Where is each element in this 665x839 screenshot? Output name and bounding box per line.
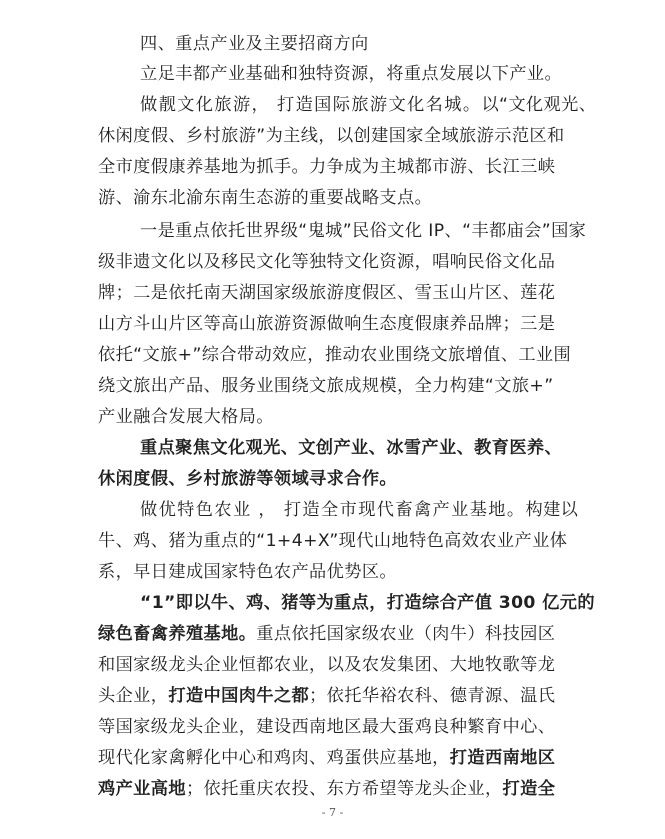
bold-run: 鸡产业高地 <box>98 779 186 799</box>
culture-paragraph-line: 一是重点依托世界级“鬼城”民俗文化 IP、“丰都庙会”国家 <box>140 221 587 241</box>
agriculture-paragraph-line: 系，早日建成国家特色农产品优势区。 <box>98 562 397 582</box>
livestock-paragraph-line <box>98 622 578 646</box>
culture-paragraph-line: 山方斗山片区等高山旅游资源做响生态度假康养品牌；三是 <box>98 314 556 334</box>
culture-paragraph-line: 级非遗文化以及移民文化等独特文化资源，唱响民俗文化品 <box>98 252 556 272</box>
bold-run: 绿色畜禽养殖基地。 <box>98 624 257 644</box>
culture-paragraph-line: 产业融合发展大格局。 <box>98 407 274 427</box>
section-heading: 四、重点产业及主要招商方向 <box>140 34 369 54</box>
text-run: 以“文化观光、 <box>481 95 597 115</box>
agriculture-paragraph-line <box>140 498 578 522</box>
text-run: 重点依托国家级农业（肉牛）科技园区 <box>256 624 556 644</box>
tourism-paragraph-line <box>140 93 597 117</box>
text-run: 构建以 <box>525 500 579 520</box>
text-run: 头企业， <box>98 686 169 706</box>
tourism-lead: 做靓文化旅游， 打造国际旅游文化名城。 <box>140 95 482 115</box>
bold-run: 打造全 <box>502 779 556 799</box>
text-run: ；依托重庆农投、东方希望等龙头企业， <box>185 779 503 799</box>
focus-areas-line: 重点聚焦文化观光、文创产业、冰雪产业、教育医养、 <box>140 438 563 458</box>
intro-paragraph: 立足丰都产业基础和独特资源，将重点发展以下产业。 <box>140 64 563 84</box>
livestock-paragraph-line <box>98 777 578 801</box>
culture-paragraph-line: 牌；二是依托南天湖国家级旅游度假区、雪玉山片区、莲花 <box>98 283 556 303</box>
agriculture-lead: 做优特色农业 ， 打造全市现代畜禽产业基地。 <box>140 500 526 520</box>
livestock-paragraph-line <box>98 746 578 770</box>
bold-run: 打造中国肉牛之都 <box>168 686 310 706</box>
focus-areas-line: 休闲度假、乡村旅游等领域寻求合作。 <box>98 469 397 489</box>
text-run: 现代化家禽孵化中心和鸡肉、鸡蛋供应基地， <box>98 748 450 768</box>
livestock-paragraph-line <box>98 684 578 708</box>
culture-paragraph-line: 依托“文旅+”综合带动效应，推动农业围绕文旅增值、工业围 <box>98 345 572 365</box>
tourism-paragraph-line: 休闲度假、乡村旅游”为主线，以创建国家全域旅游示范区和 <box>98 126 565 146</box>
livestock-paragraph-line: 等国家级龙头企业，建设西南地区最大蛋鸡良种繁育中心、 <box>98 717 556 737</box>
tourism-paragraph-line: 全市度假康养基地为抓手。力争成为主城都市游、长江三峡 <box>98 157 556 177</box>
culture-paragraph-line: 绕文旅出产品、服务业围绕文旅成规模，全力构建“文旅+” <box>98 376 554 396</box>
text-run: ；依托华裕农科、德青源、温氏 <box>309 686 556 706</box>
bold-run: 打造西南地区 <box>449 748 556 768</box>
agriculture-paragraph-line: 牛、鸡、猪为重点的“1+4+X”现代山地特色高效农业产业体 <box>98 531 568 551</box>
livestock-paragraph-line: “1”即以牛、鸡、猪等为重点，打造综合产值 300 亿元的 <box>140 593 595 613</box>
tourism-paragraph-line: 游、渝东北渝东南生态游的重要战略支点。 <box>98 188 433 208</box>
page-number: - 7 - <box>321 806 344 819</box>
livestock-paragraph-line: 和国家级龙头企业恒都农业，以及农发集团、大地牧歌等龙 <box>98 655 556 675</box>
